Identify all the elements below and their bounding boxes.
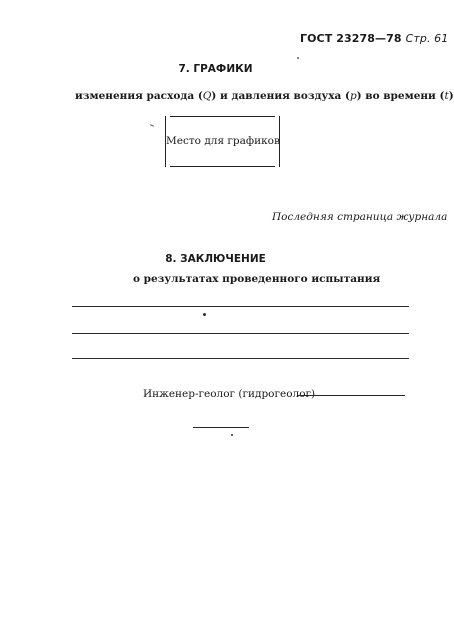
graph-placeholder-label: Место для графиков [166,135,280,147]
date-line [193,427,249,428]
section-7-subtitle: изменения расхода (Q) и давления воздуха (p) во времени (t) [75,90,454,102]
section-7-title: 7. ГРАФИКИ [178,63,253,75]
conclusion-line-1 [72,306,409,307]
graph-placeholder-box [165,116,280,167]
math-variable: t [444,90,449,102]
speck [231,434,233,436]
conclusion-line-3 [72,358,409,359]
engineer-label: Инженер-геолог (гидрогеолог) [143,388,316,400]
signature-line [298,395,405,396]
box-bottom-border [170,166,275,167]
page-header [300,32,449,45]
speck [203,313,206,316]
math-variable: Q [202,90,212,102]
document-code: ГОСТ 23278—78 [300,32,402,45]
page-number: Стр. 61 [405,32,449,45]
section-8-subtitle: о результатах проведенного испытания [133,273,381,285]
box-top-border [170,116,275,117]
conclusion-line-2 [72,333,409,334]
stray-mark [150,124,154,127]
section-8-title: 8. ЗАКЛЮЧЕНИЕ [165,253,266,265]
speck [297,57,299,59]
math-variable: p [349,90,357,102]
last-page-note: Последняя страница журнала [272,211,448,223]
